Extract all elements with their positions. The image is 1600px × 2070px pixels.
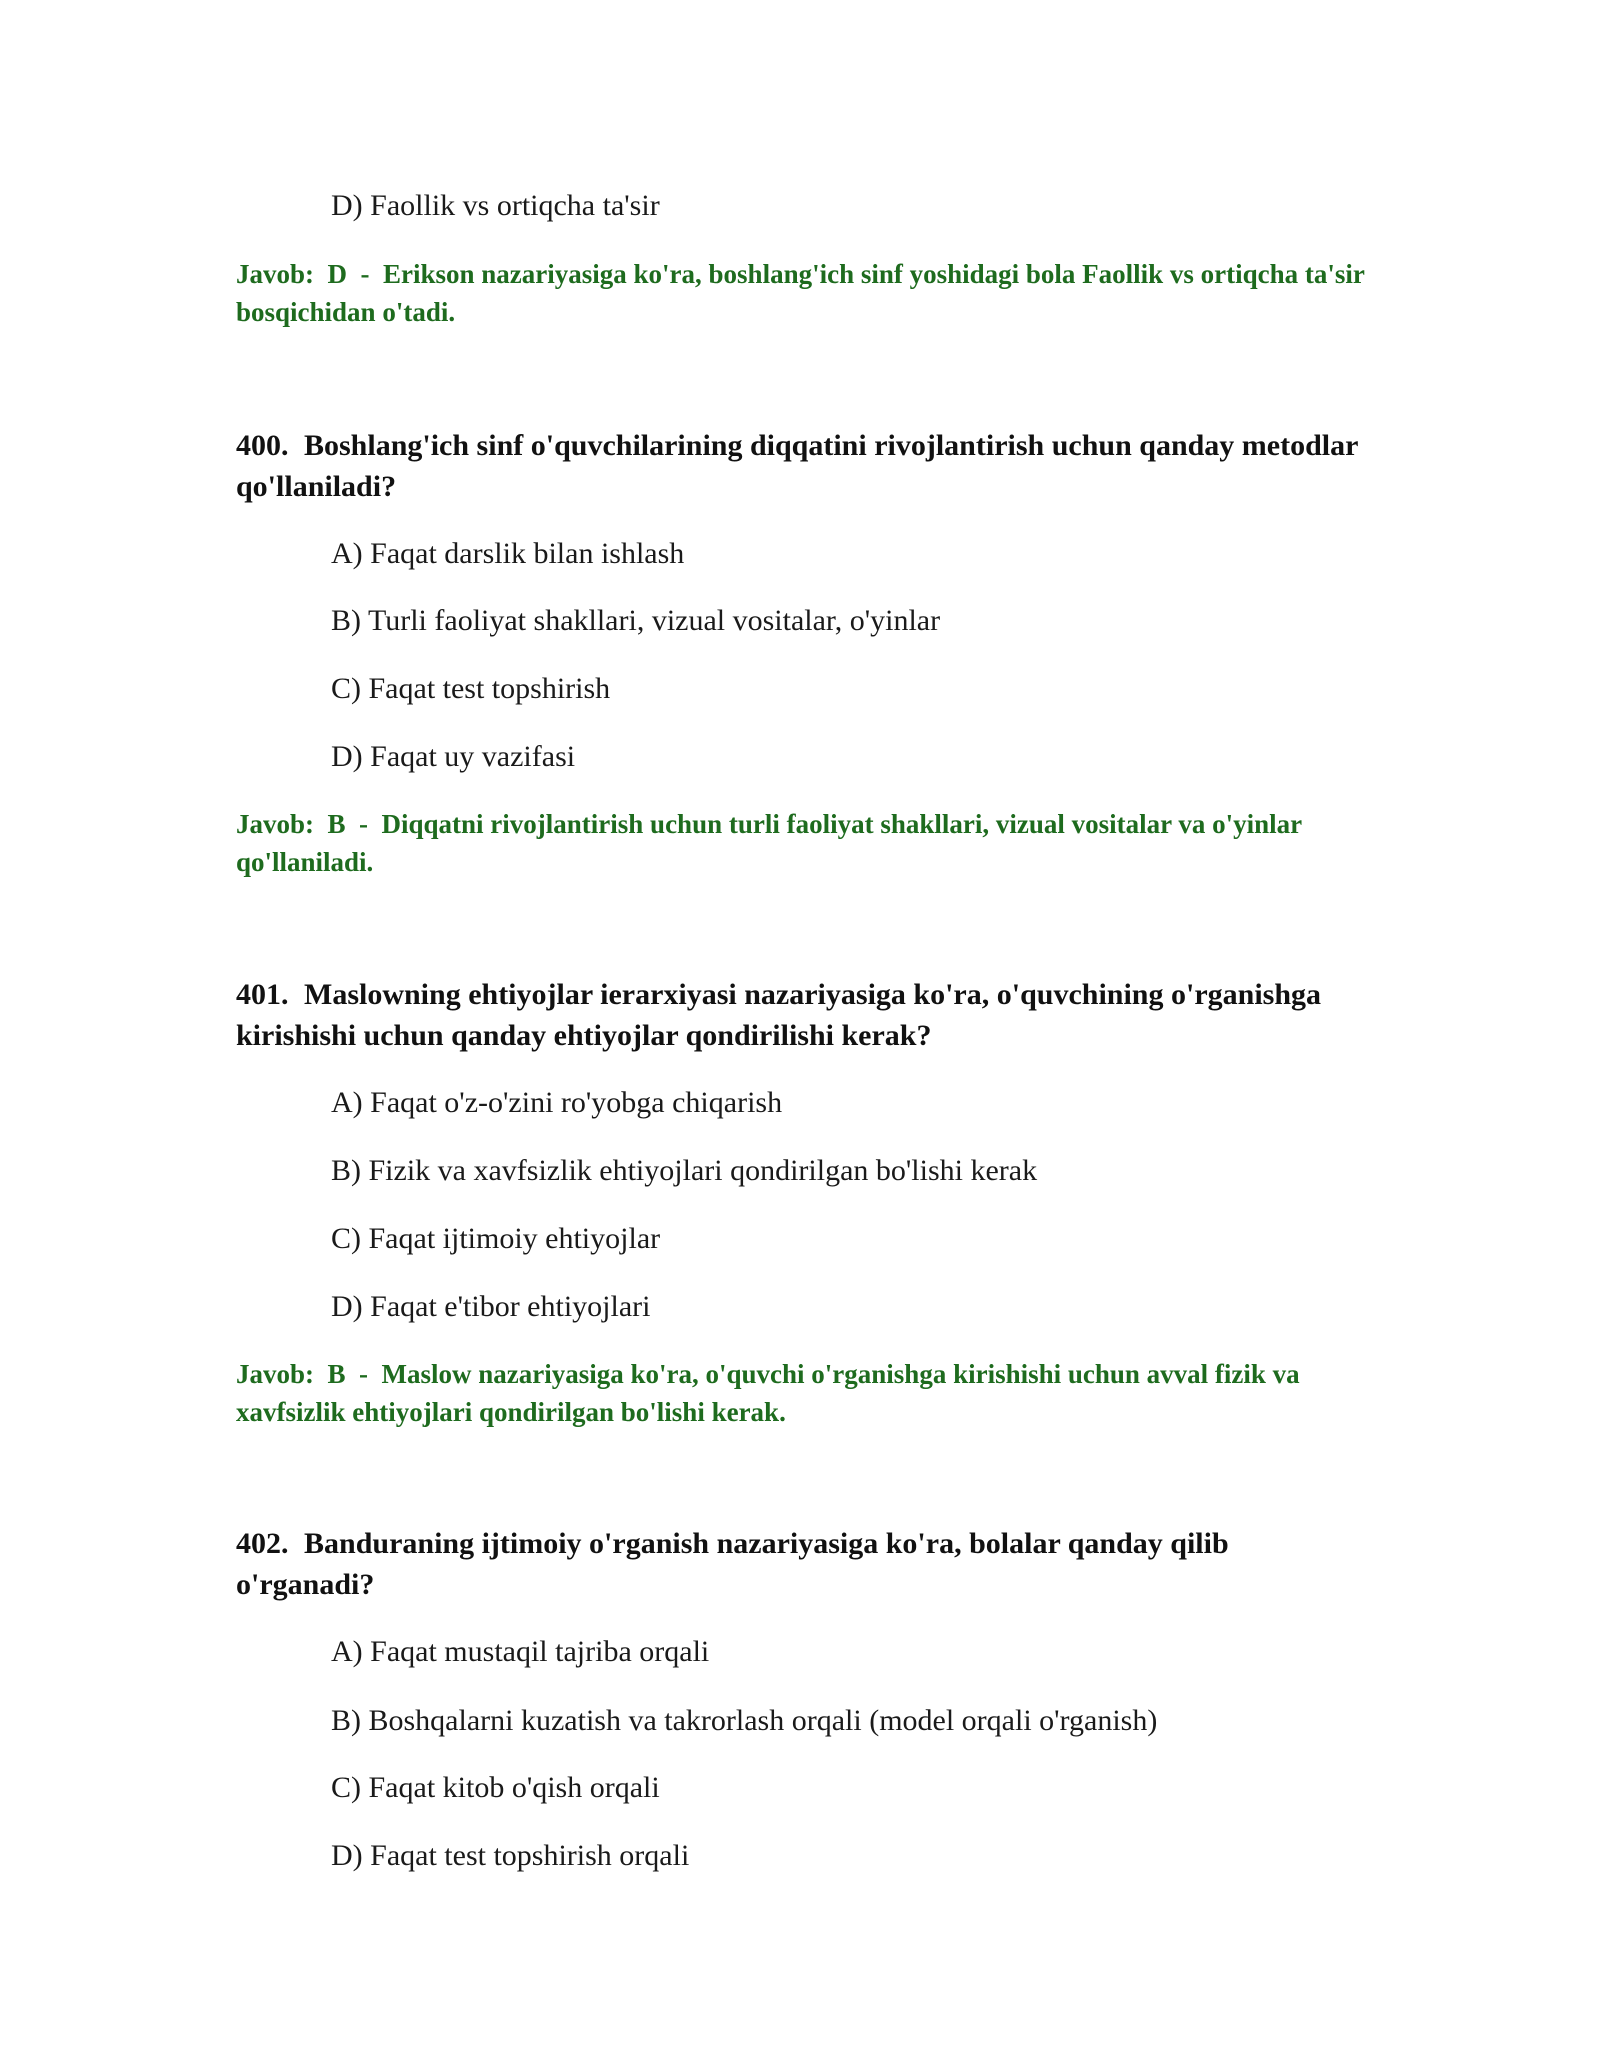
- option-c: C) Faqat test topshirish: [331, 672, 611, 705]
- answer-block: [236, 1355, 1366, 1431]
- answer-block: [236, 255, 1366, 331]
- question-number: 401.: [236, 978, 289, 1011]
- option-d: D) Faqat e'tibor ehtiyojlari: [331, 1290, 651, 1323]
- answer-text: Maslow nazariyasiga ko'ra, o'quvchi o'rganishga kirishishi uchun avval fizik va xavfsizlik ehtiyojlari qondirilgan bo'lishi kerak.: [236, 1359, 1300, 1427]
- answer-text: Diqqatni rivojlantirish uchun turli faoliyat shakllari, vizual vositalar va o'yinlar qo'llaniladi.: [236, 809, 1302, 877]
- answer-label: Javob: B -: [236, 1359, 382, 1389]
- question-number: 402.: [236, 1527, 289, 1560]
- option-d: D) Faqat test topshirish orqali: [331, 1839, 690, 1872]
- option-a: A) Faqat darslik bilan ishlash: [331, 537, 685, 570]
- answer-label: Javob: B -: [236, 809, 382, 839]
- option-c: C) Faqat kitob o'qish orqali: [331, 1771, 660, 1804]
- answer-label: Javob: D -: [236, 259, 383, 289]
- question-401: [236, 974, 1366, 1056]
- option-b: B) Turli faoliyat shakllari, vizual vositalar, o'yinlar: [331, 604, 941, 637]
- option-a: A) Faqat o'z-o'zini ro'yobga chiqarish: [331, 1086, 783, 1119]
- question-text: Banduraning ijtimoiy o'rganish nazariyasiga ko'ra, bolalar qanday qilib o'rganadi?: [236, 1527, 1229, 1601]
- option-a: A) Faqat mustaqil tajriba orqali: [331, 1635, 710, 1668]
- option-b: B) Boshqalarni kuzatish va takrorlash orqali (model orqali o'rganish): [331, 1704, 1158, 1737]
- option-b: B) Fizik va xavfsizlik ehtiyojlari qondirilgan bo'lishi kerak: [331, 1154, 1038, 1187]
- question-400: [236, 425, 1366, 507]
- answer-text: Erikson nazariyasiga ko'ra, boshlang'ich sinf yoshidagi bola Faollik vs ortiqcha ta'sir bosqichidan o'tadi.: [236, 259, 1365, 327]
- question-number: 400.: [236, 429, 289, 462]
- option-d: D) Faqat uy vazifasi: [331, 740, 576, 773]
- option-c: C) Faqat ijtimoiy ehtiyojlar: [331, 1222, 661, 1255]
- option-d: D) Faollik vs ortiqcha ta'sir: [331, 189, 660, 222]
- question-text: Maslowning ehtiyojlar ierarxiyasi nazariyasiga ko'ra, o'quvchining o'rganishga kirishishi uchun qanday ehtiyojlar qondirilishi kerak?: [236, 978, 1322, 1052]
- question-402: [236, 1523, 1366, 1605]
- question-text: Boshlang'ich sinf o'quvchilarining diqqatini rivojlantirish uchun qanday metodlar qo'llaniladi?: [236, 429, 1358, 503]
- answer-block: [236, 805, 1366, 881]
